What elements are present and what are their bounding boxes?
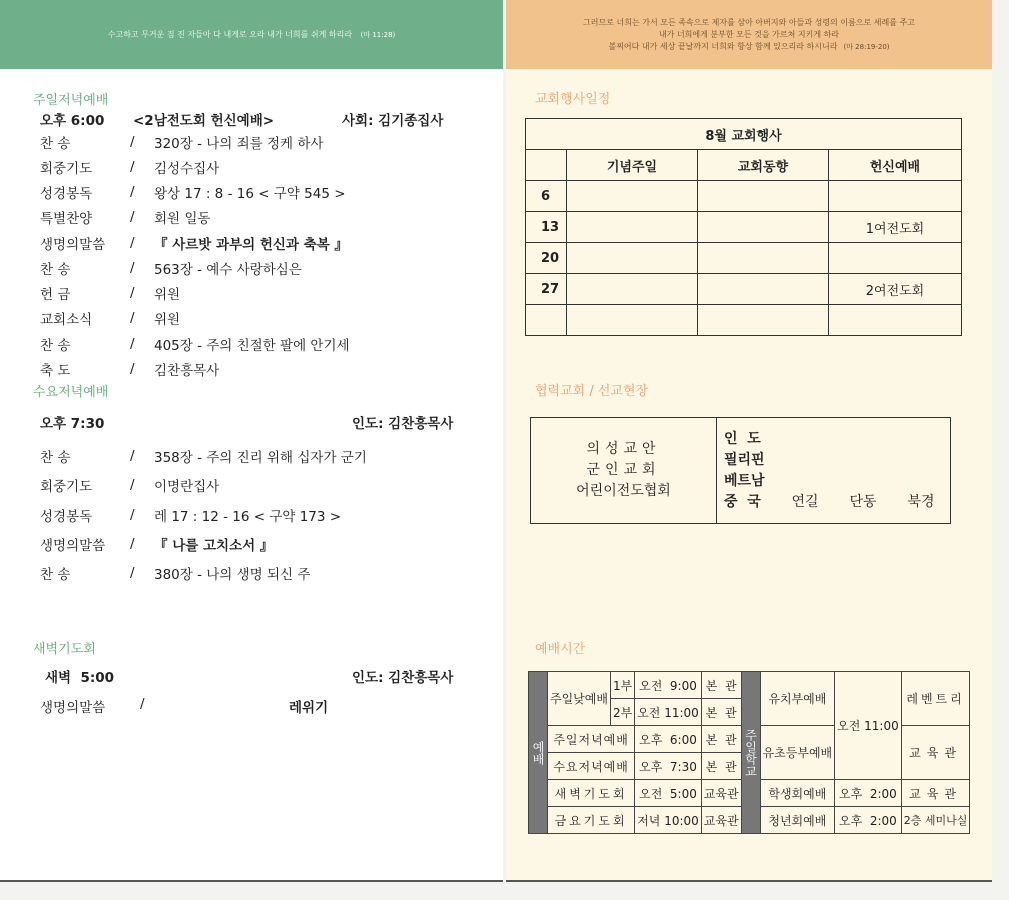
program-row (40, 358, 219, 380)
partners-box (530, 417, 951, 524)
sunday-evening-time: 오후 6:00 (40, 113, 105, 129)
mission-place: 북경 (907, 493, 935, 510)
partner-church: 의성교안 (586, 441, 661, 457)
service-name: 유초등부예배 (760, 726, 835, 780)
program-row (40, 504, 341, 526)
service-name: 수요저녁예배 (548, 753, 635, 780)
table-header-row (526, 150, 962, 181)
table-cell (698, 305, 829, 336)
mission-place: 단동 (849, 493, 877, 510)
table-row (526, 181, 962, 212)
column-header: 기념주일 (567, 150, 698, 181)
service-time: 오후 6:00 (635, 726, 702, 753)
service-name: 청년회예배 (760, 807, 835, 834)
wednesday-evening-title: 수요저녁예배 (33, 385, 109, 400)
table-row (526, 212, 962, 243)
separator: / (130, 235, 135, 251)
table-cell (829, 243, 962, 274)
separator: / (130, 507, 135, 523)
mission-field: 중 국 (724, 493, 761, 510)
program-value: 563장 - 예수 사랑하심은 (154, 262, 302, 278)
banner-line-3: 볼찌어다 내가 세상 끝날까지 너희와 항상 함께 있으리라 하시니라 (608, 41, 838, 51)
separator: / (130, 336, 135, 352)
service-time: 오전 9:00 (635, 672, 702, 699)
partners-section-title: 협력교회 / 선교현장 (535, 384, 649, 399)
mission-place: 연길 (791, 493, 819, 510)
separator: / (140, 696, 145, 712)
program-value: 위원 (154, 287, 181, 303)
separator: / (130, 209, 135, 225)
separator: / (130, 477, 135, 493)
program-row (40, 282, 180, 304)
service-part: 1부 (610, 672, 634, 699)
banner-line-1: 그러므로 너희는 가서 모든 족속으로 제자를 삼아 아버지와 아들과 성령의 이름으로 세례를 주고 (583, 17, 915, 27)
worship-group-label: 예배 (529, 672, 548, 834)
mission-fields (717, 418, 950, 523)
program-label: 찬 송 (40, 136, 71, 152)
table-cell: 1여전도회 (829, 212, 962, 243)
mission-field: 인 도 (724, 430, 761, 447)
table-cell (698, 181, 829, 212)
program-row (40, 181, 346, 203)
table-row (529, 672, 970, 699)
events-table (525, 118, 962, 336)
separator: / (130, 159, 135, 175)
program-label: 헌 금 (40, 287, 71, 303)
program-row (40, 533, 273, 555)
service-name: 주일저녁예배 (548, 726, 635, 753)
program-row (40, 445, 367, 467)
service-time: 오후 7:30 (635, 753, 702, 780)
service-name: 금요기도회 (548, 807, 635, 834)
service-time: 오전 11:00 (835, 672, 902, 780)
service-time: 오전 5:00 (635, 780, 702, 807)
program-label: 회중기도 (40, 161, 93, 177)
scripture-banner-left (0, 0, 503, 69)
table-row (526, 305, 962, 336)
program-label: 생명의말씀 (40, 237, 106, 253)
service-place: 본 관 (701, 672, 741, 699)
program-row (40, 474, 219, 496)
left-page (0, 0, 503, 882)
table-cell (567, 181, 698, 212)
program-value: 왕상 17 : 8 - 16 < 구약 545 > (154, 186, 346, 202)
empty-header-cell (526, 150, 567, 181)
service-part: 2부 (610, 699, 634, 726)
service-place: 교육관 (701, 807, 741, 834)
program-value: 405장 - 주의 친절한 팔에 안기세 (154, 338, 350, 354)
scripture-banner-right (506, 0, 992, 69)
program-value: 김찬흥목사 (154, 363, 220, 379)
service-place: 레벤트리 (901, 672, 970, 726)
program-value: 회원 일동 (154, 211, 211, 227)
program-label: 찬 송 (40, 450, 71, 466)
school-group-label: 주일학교 (741, 672, 760, 834)
partner-church: 어린이전도협회 (576, 483, 671, 499)
service-time: 저녁 10:00 (635, 807, 702, 834)
service-place: 본 관 (701, 726, 741, 753)
service-place: 본 관 (701, 753, 741, 780)
events-caption: 8월 교회행사 (526, 119, 962, 150)
program-label: 생명의말씀 (40, 538, 106, 554)
program-label: 특별찬양 (40, 211, 93, 227)
table-cell (698, 243, 829, 274)
day-cell: 20 (526, 243, 567, 274)
separator: / (130, 536, 135, 552)
mission-field: 필리핀 (724, 451, 765, 468)
program-label: 성경봉독 (40, 509, 93, 525)
table-row (526, 274, 962, 305)
separator: / (130, 310, 135, 326)
sunday-evening-event: <2남전도회 헌신예배> (133, 113, 275, 129)
program-value: 위원 (154, 312, 181, 328)
program-row (40, 156, 219, 178)
program-row (40, 206, 210, 228)
sunday-evening-host: 사회: 김기종집사 (342, 113, 444, 129)
right-page (506, 0, 992, 882)
dawn-prayer-text: 레위기 (289, 700, 329, 716)
partner-church: 군인교회 (586, 462, 661, 478)
program-row (40, 257, 302, 279)
separator: / (130, 184, 135, 200)
separator: / (130, 448, 135, 464)
separator: / (130, 565, 135, 581)
mission-field-china (724, 492, 950, 513)
dawn-prayer-time: 새벽 5:00 (45, 670, 115, 686)
program-value: 320장 - 나의 죄를 정케 하사 (154, 136, 324, 152)
service-name: 주일낮예배 (548, 672, 611, 726)
day-cell: 27 (526, 274, 567, 305)
dawn-prayer-title: 새벽기도회 (33, 642, 96, 657)
worship-section-title: 예배시간 (535, 642, 586, 657)
program-value: 358장 - 주의 진리 위해 십자가 군기 (154, 450, 367, 466)
service-name: 유치부예배 (760, 672, 835, 726)
service-time: 오후 2:00 (835, 807, 902, 834)
table-cell (567, 274, 698, 305)
program-label: 찬 송 (40, 262, 71, 278)
program-row (40, 333, 350, 355)
program-value: 380장 - 나의 생명 되신 주 (154, 567, 311, 583)
separator: / (130, 134, 135, 150)
program-label: 성경봉독 (40, 186, 93, 202)
wednesday-evening-leader: 인도: 김찬흥목사 (352, 416, 454, 432)
separator: / (130, 260, 135, 276)
table-cell (698, 274, 829, 305)
day-cell (526, 305, 567, 336)
program-row (40, 131, 323, 153)
worship-times-table (528, 671, 970, 834)
program-row (40, 307, 180, 329)
service-time: 오후 2:00 (835, 780, 902, 807)
program-row (40, 232, 348, 254)
program-label: 찬 송 (40, 567, 71, 583)
partner-churches (531, 418, 717, 523)
service-place: 교육관 (901, 780, 970, 807)
table-cell (829, 181, 962, 212)
dawn-prayer-label: 생명의말씀 (40, 700, 106, 716)
service-name: 학생회예배 (760, 780, 835, 807)
table-row (526, 119, 962, 150)
service-place: 교육관 (701, 780, 741, 807)
banner-verse: 수고하고 무거운 짐 진 자들아 다 내게로 오라 내가 너희를 쉬게 하리라 (107, 29, 353, 39)
table-cell: 2여전도회 (829, 274, 962, 305)
table-row (526, 243, 962, 274)
program-row (40, 562, 310, 584)
service-place: 본 관 (701, 699, 741, 726)
column-header: 헌신예배 (829, 150, 962, 181)
table-cell (698, 212, 829, 243)
service-time: 오전 11:00 (635, 699, 702, 726)
dawn-prayer-leader: 인도: 김찬흥목사 (352, 670, 454, 686)
banner-line-2: 내가 너희에게 분부한 모든 것을 가르쳐 지키게 하라 (658, 29, 840, 39)
program-label: 축 도 (40, 363, 71, 379)
wednesday-evening-time: 오후 7:30 (40, 416, 105, 432)
sermon-title: 『 나를 고치소서 』 (154, 538, 274, 554)
column-header: 교회동향 (698, 150, 829, 181)
program-label: 교회소식 (40, 312, 93, 328)
table-cell (567, 212, 698, 243)
service-place: 교육관 (901, 726, 970, 780)
program-label: 찬 송 (40, 338, 71, 354)
table-cell (829, 305, 962, 336)
banner-reference: (마 28:19-20) (843, 42, 890, 51)
events-section-title: 교회행사일정 (535, 92, 611, 107)
banner-reference: (마 11:28) (360, 30, 396, 39)
program-value: 이명란집사 (154, 479, 220, 495)
sunday-evening-title: 주일저녁예배 (33, 93, 109, 108)
day-cell: 6 (526, 181, 567, 212)
mission-field: 베트남 (724, 472, 765, 489)
table-cell (567, 305, 698, 336)
separator: / (130, 285, 135, 301)
sermon-title: 『 사르밧 과부의 헌신과 축복 』 (154, 237, 348, 253)
program-label: 회중기도 (40, 479, 93, 495)
program-value: 레 17 : 12 - 16 < 구약 173 > (154, 509, 342, 525)
separator: / (130, 361, 135, 377)
day-cell: 13 (526, 212, 567, 243)
program-value: 김성수집사 (154, 161, 220, 177)
service-name: 새벽기도회 (548, 780, 635, 807)
service-place: 2층 세미나실 (901, 807, 970, 834)
table-cell (567, 243, 698, 274)
